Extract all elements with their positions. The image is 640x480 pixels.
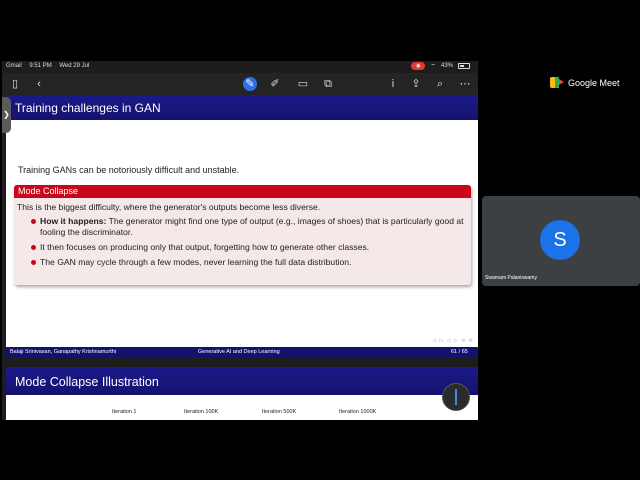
sidebar-toggle-tab[interactable]: ❯ bbox=[2, 97, 11, 133]
bullet-item bbox=[17, 242, 471, 253]
status-time: 9:51 PM bbox=[29, 63, 52, 69]
footer-page: 61 / 65 bbox=[451, 349, 468, 355]
bullet-dot-icon bbox=[31, 260, 36, 265]
slide-intro: Training GANs can be notoriously difficult and unstable. bbox=[18, 165, 240, 175]
shared-screen bbox=[2, 61, 478, 420]
google-meet-logo bbox=[550, 77, 620, 88]
bullet-dot-icon bbox=[31, 245, 36, 250]
back-icon[interactable]: ‹ bbox=[37, 78, 41, 90]
bullet-text: The GAN may cycle through a few modes, never learning the full data distribution. bbox=[40, 257, 352, 267]
share-icon[interactable]: ⇪ bbox=[411, 78, 421, 90]
bullet-bold: How it happens: bbox=[40, 216, 107, 226]
crop-icon[interactable]: ⧉ bbox=[324, 78, 332, 90]
slide-footer bbox=[6, 347, 478, 357]
more-icon[interactable]: ⋯ bbox=[459, 78, 471, 90]
status-date: Wed 29 Jul bbox=[59, 63, 90, 69]
block-body bbox=[14, 198, 471, 285]
recording-icon: ◉ bbox=[411, 62, 425, 70]
footer-authors: Balaji Srinivasan, Ganapathy Krishnamurthi bbox=[10, 349, 117, 355]
slide2-title: Mode Collapse Illustration bbox=[6, 367, 478, 395]
block-lead: This is the biggest difficulty, where the generator's outputs become less diverse. bbox=[17, 202, 321, 212]
iteration-label: Iteration 1 bbox=[112, 409, 137, 415]
slide2-body bbox=[6, 395, 478, 420]
pdf-toolbar bbox=[2, 73, 478, 95]
pencil-tool-icon[interactable] bbox=[442, 383, 470, 411]
beamer-nav-icons[interactable]: ◁ ▷ ◁ ▷ ⟲ ⟳ bbox=[432, 338, 474, 344]
slide-title: Training challenges in GAN bbox=[6, 95, 478, 120]
markup-icon[interactable]: ✎ bbox=[243, 77, 257, 91]
footer-course: Generative AI and Deep Learning bbox=[198, 349, 280, 355]
sidebar-icon[interactable]: ▯ bbox=[11, 78, 19, 90]
status-bar bbox=[2, 61, 478, 72]
meet-brand-text: Google Meet bbox=[568, 77, 620, 88]
search-icon[interactable]: ⌕ bbox=[436, 78, 444, 90]
iteration-label: Iteration 1000K bbox=[339, 409, 377, 415]
draw-icon[interactable]: ✐ bbox=[270, 78, 280, 90]
participant-name: Swarnam Palaniswamy bbox=[485, 275, 537, 281]
select-icon[interactable]: ▭ bbox=[297, 78, 309, 90]
mode-collapse-block bbox=[14, 185, 471, 285]
bullet-text: The generator might find one type of output (e.g., images of shoes) that is particularly good at fooling the discriminator. bbox=[40, 216, 464, 237]
iteration-label: Iteration 500K bbox=[262, 409, 297, 415]
battery-icon bbox=[458, 63, 470, 69]
status-app: Gmail bbox=[6, 63, 22, 69]
info-icon[interactable]: i bbox=[391, 78, 395, 90]
battery-percent: 43% bbox=[440, 63, 453, 69]
iteration-label: Iteration 100K bbox=[184, 409, 219, 415]
meet-camera-icon bbox=[550, 77, 564, 88]
avatar: S bbox=[540, 220, 580, 260]
participant-tile[interactable] bbox=[482, 196, 640, 286]
wifi-icon: ⌔ bbox=[430, 64, 436, 70]
block-title: Mode Collapse bbox=[14, 185, 471, 198]
bullet-text: It then focuses on producing only that output, forgetting how to generate other classes. bbox=[40, 242, 370, 252]
bullet-dot-icon bbox=[31, 219, 36, 224]
bullet-item bbox=[17, 257, 471, 268]
bullet-item bbox=[17, 216, 471, 238]
slide-training-challenges bbox=[6, 95, 478, 357]
